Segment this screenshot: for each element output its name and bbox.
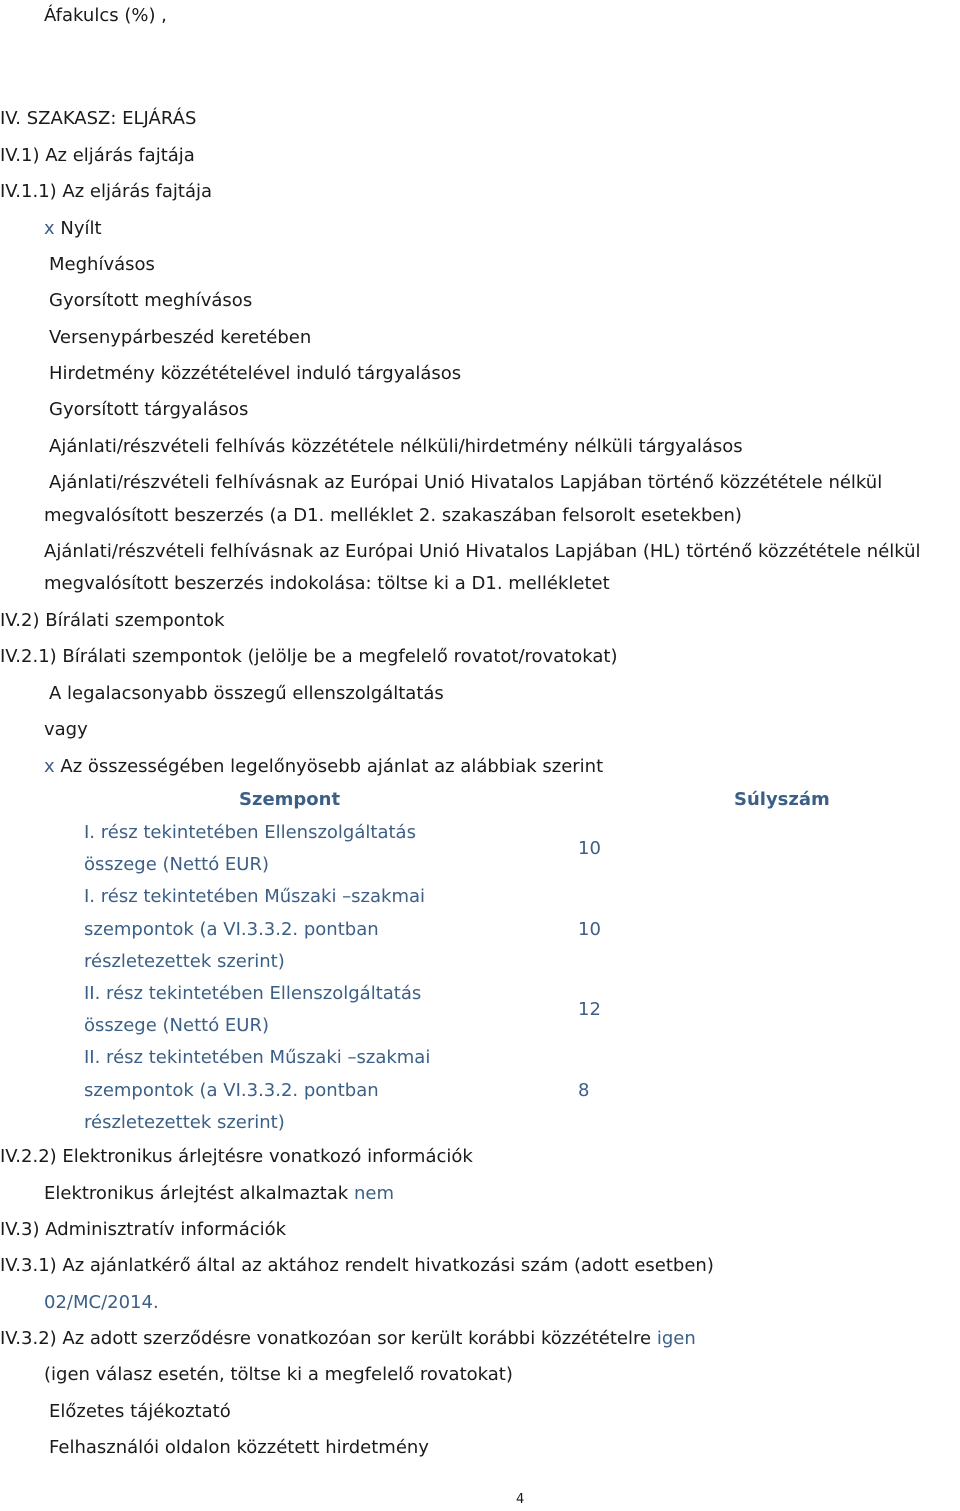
publication-option-buyer-profile: Felhasználói oldalon közzétett hirdetmény — [49, 1437, 429, 1458]
criterion-row-4-weight: 8 — [578, 1080, 590, 1101]
procedure-negotiated-with-notice: Hirdetmény közzétételével induló tárgyalásos — [49, 363, 462, 384]
previous-publication-label: IV.3.2) Az adott szerződésre vonatkozóan sor került korábbi közzétételre — [0, 1328, 652, 1349]
criterion-best-value — [44, 755, 603, 779]
procedure-negotiated-without-notice: Ajánlati/részvételi felhívás közzététele nélküli/hirdetmény nélküli tárgyalásos — [49, 436, 743, 457]
criterion-row-1-line-1: I. rész tekintetében Ellenszolgáltatás — [84, 822, 416, 843]
column-header-weight: Súlyszám — [734, 789, 830, 810]
criterion-row-2-line-1: I. rész tekintetében Műszaki –szakmai — [84, 886, 426, 907]
procedure-restricted: Meghívásos — [49, 254, 155, 275]
section-title: IV. SZAKASZ: ELJÁRÁS — [0, 108, 197, 129]
column-header-criterion: Szempont — [239, 789, 341, 810]
heading-iv31: IV.3.1) Az ajánlatkérő által az aktához rendelt hivatkozási szám (adott esetben) — [0, 1255, 714, 1276]
auction-used-value: nem — [353, 1183, 394, 1204]
auction-used-label: Elektronikus árlejtést alkalmaztak — [44, 1183, 349, 1204]
publication-hint: (igen válasz esetén, töltse ki a megfelelő rovatokat) — [44, 1364, 513, 1385]
criterion-row-2-weight: 10 — [578, 919, 601, 940]
procedure-label: Nyílt — [60, 218, 102, 239]
auction-used — [44, 1182, 394, 1206]
criterion-row-4-line-1: II. rész tekintetében Műszaki –szakmai — [84, 1047, 431, 1068]
page-number: 4 — [516, 1492, 525, 1507]
heading-iv1: IV.1) Az eljárás fajtája — [0, 145, 195, 166]
criterion-row-4-line-2: szempontok (a VI.3.3.2. pontban — [84, 1080, 379, 1101]
procedure-justification-cont: megvalósított beszerzés indokolása: töltse ki a D1. mellékletet — [44, 573, 610, 594]
reference-number: 02/MC/2014. — [44, 1292, 159, 1313]
criterion-best-label: Az összességében legelőnyösebb ajánlat az alábbiak szerint — [60, 756, 604, 777]
publication-option-prior-info: Előzetes tájékoztató — [49, 1401, 231, 1422]
criterion-lowest-price: A legalacsonyabb összegű ellenszolgáltatás — [49, 683, 444, 704]
criterion-row-2-line-3: részletezettek szerint) — [84, 951, 285, 972]
procedure-without-publication-cont: megvalósított beszerzés (a D1. melléklet 2. szakaszában felsorolt esetekben) — [44, 505, 742, 526]
criterion-row-1-weight: 10 — [578, 838, 601, 859]
heading-iv3: IV.3) Adminisztratív információk — [0, 1219, 287, 1240]
criterion-row-3-line-2: összege (Nettó EUR) — [84, 1015, 270, 1036]
previous-publication-value: igen — [656, 1328, 696, 1349]
heading-iv2: IV.2) Bírálati szempontok — [0, 610, 225, 631]
heading-iv32 — [0, 1327, 696, 1351]
procedure-accelerated-restricted: Gyorsított meghívásos — [49, 290, 253, 311]
procedure-accelerated-negotiated: Gyorsított tárgyalásos — [49, 399, 249, 420]
criterion-row-4-line-3: részletezettek szerint) — [84, 1112, 285, 1133]
heading-iv21: IV.2.1) Bírálati szempontok (jelölje be a megfelelő rovatot/rovatokat) — [0, 646, 618, 667]
criterion-or: vagy — [44, 719, 88, 740]
procedure-without-publication: Ajánlati/részvételi felhívásnak az Európai Unió Hivatalos Lapjában történő közzététele nélkül — [49, 472, 883, 493]
selected-mark: x — [44, 218, 55, 239]
criterion-row-2-line-2: szempontok (a VI.3.3.2. pontban — [84, 919, 379, 940]
selected-mark: x — [44, 756, 55, 777]
criterion-row-3-line-1: II. rész tekintetében Ellenszolgáltatás — [84, 983, 422, 1004]
procedure-competitive-dialogue: Versenypárbeszéd keretében — [49, 327, 312, 348]
procedure-justification: Ajánlati/részvételi felhívásnak az Európai Unió Hivatalos Lapjában (HL) történő közzététele nélkül — [44, 541, 921, 562]
vat-rate-label: Áfakulcs (%) , — [44, 5, 167, 26]
criterion-row-3-weight: 12 — [578, 999, 601, 1020]
criterion-row-1-line-2: összege (Nettó EUR) — [84, 854, 270, 875]
procedure-open — [44, 217, 102, 241]
heading-iv22: IV.2.2) Elektronikus árlejtésre vonatkozó információk — [0, 1146, 473, 1167]
heading-iv11: IV.1.1) Az eljárás fajtája — [0, 181, 213, 202]
